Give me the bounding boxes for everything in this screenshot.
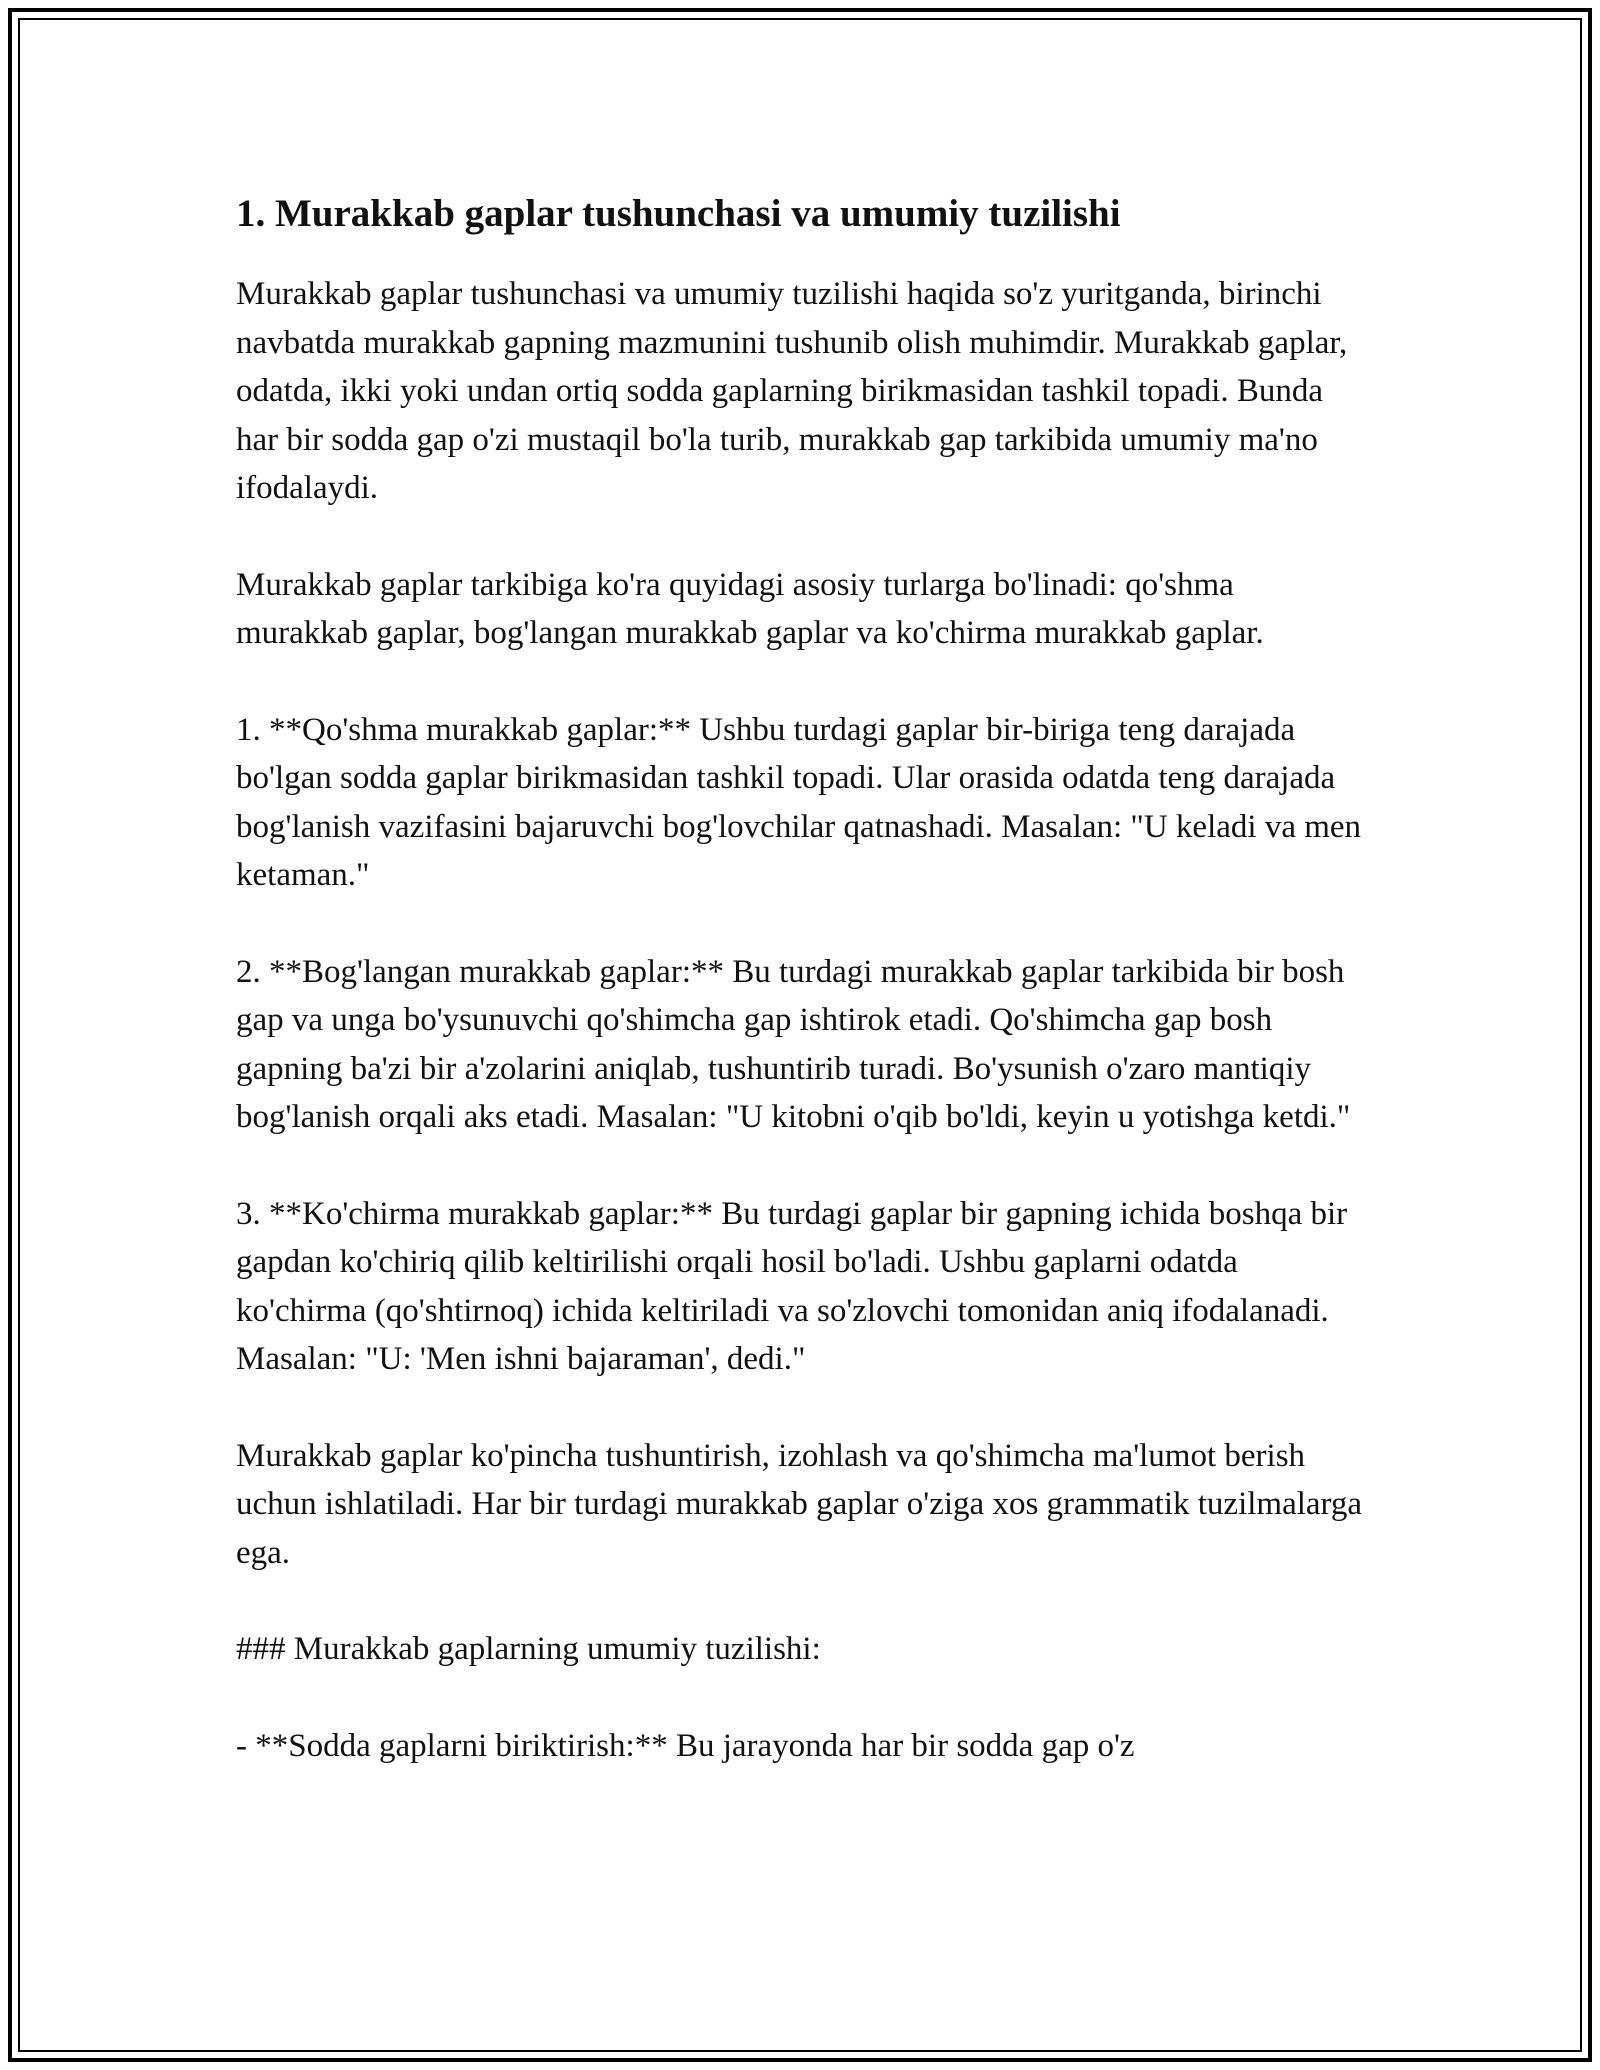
document-title: 1. Murakkab gaplar tushunchasi va umumiy tuzilishi bbox=[236, 192, 1121, 235]
document-body bbox=[236, 186, 1366, 1770]
paragraph-usage: Murakkab gaplar ko'pincha tushuntirish, izohlash va qo'shimcha ma'lumot berish uchun ishlatiladi. Har bir turdagi murakkab gaplar o'ziga xos grammatik tuzilmalarga ega. bbox=[236, 1437, 1363, 1571]
paragraph-types: Murakkab gaplar tarkibiga ko'ra quyidagi asosiy turlarga bo'linadi: qo'shma murakkab gaplar, bog'langan murakkab gaplar va ko'chirma murakkab gaplar. bbox=[236, 566, 1264, 651]
paragraph-item-2: 2. **Bog'langan murakkab gaplar:** Bu turdagi murakkab gaplar tarkibida bir bosh gap va unga bo'ysunuvchi qo'shimcha gap ishtirok etadi. Qo'shimcha gap bosh gapning ba'zi bir a'zolarini aniqlab, tushuntirib turadi. Bo'ysunish o'zaro mantiqiy bog'lanish orqali aks etadi. Masalan: "U kitobni o'qib bo'ldi, keyin u yotishga ketdi." bbox=[236, 953, 1351, 1135]
paragraph-intro: Murakkab gaplar tushunchasi va umumiy tuzilishi haqida so'z yuritganda, birinchi navbatda murakkab gapning mazmunini tushunib olish muhimdir. Murakkab gaplar, odatda, ikki yoki undan ortiq sodda gaplarning birikmasidan tashkil topadi. Bunda har bir sodda gap o'zi mustaqil bo'la turib, murakkab gap tarkibida umumiy ma'no ifodalaydi. bbox=[236, 276, 1348, 506]
subheading-structure: ### Murakkab gaplarning umumiy tuzilishi: bbox=[236, 1631, 821, 1667]
paragraph-bullet: - **Sodda gaplarni biriktirish:** Bu jarayonda har bir sodda gap o'z bbox=[236, 1727, 1135, 1764]
paragraph-item-3: 3. **Ko'chirma murakkab gaplar:** Bu turdagi gaplar bir gapning ichida boshqa bir gapdan ko'chiriq qilib keltirilishi orqali hosil bo'ladi. Ushbu gaplarni odatda ko'chirma (qo'shtirnoq) ichida keltiriladi va so'zlovchi tomonidan aniq ifodalanadi. Masalan: "U: 'Men ishni bajaraman', dedi." bbox=[236, 1195, 1348, 1377]
paragraph-item-1: 1. **Qo'shma murakkab gaplar:** Ushbu turdagi gaplar bir-biriga teng darajada bo'lgan sodda gaplar birikmasidan tashkil topadi. Ular orasida odatda teng darajada bog'lanish vazifasini bajaruvchi bog'lovchilar qatnashadi. Masalan: "U keladi va men ketaman." bbox=[236, 711, 1362, 893]
